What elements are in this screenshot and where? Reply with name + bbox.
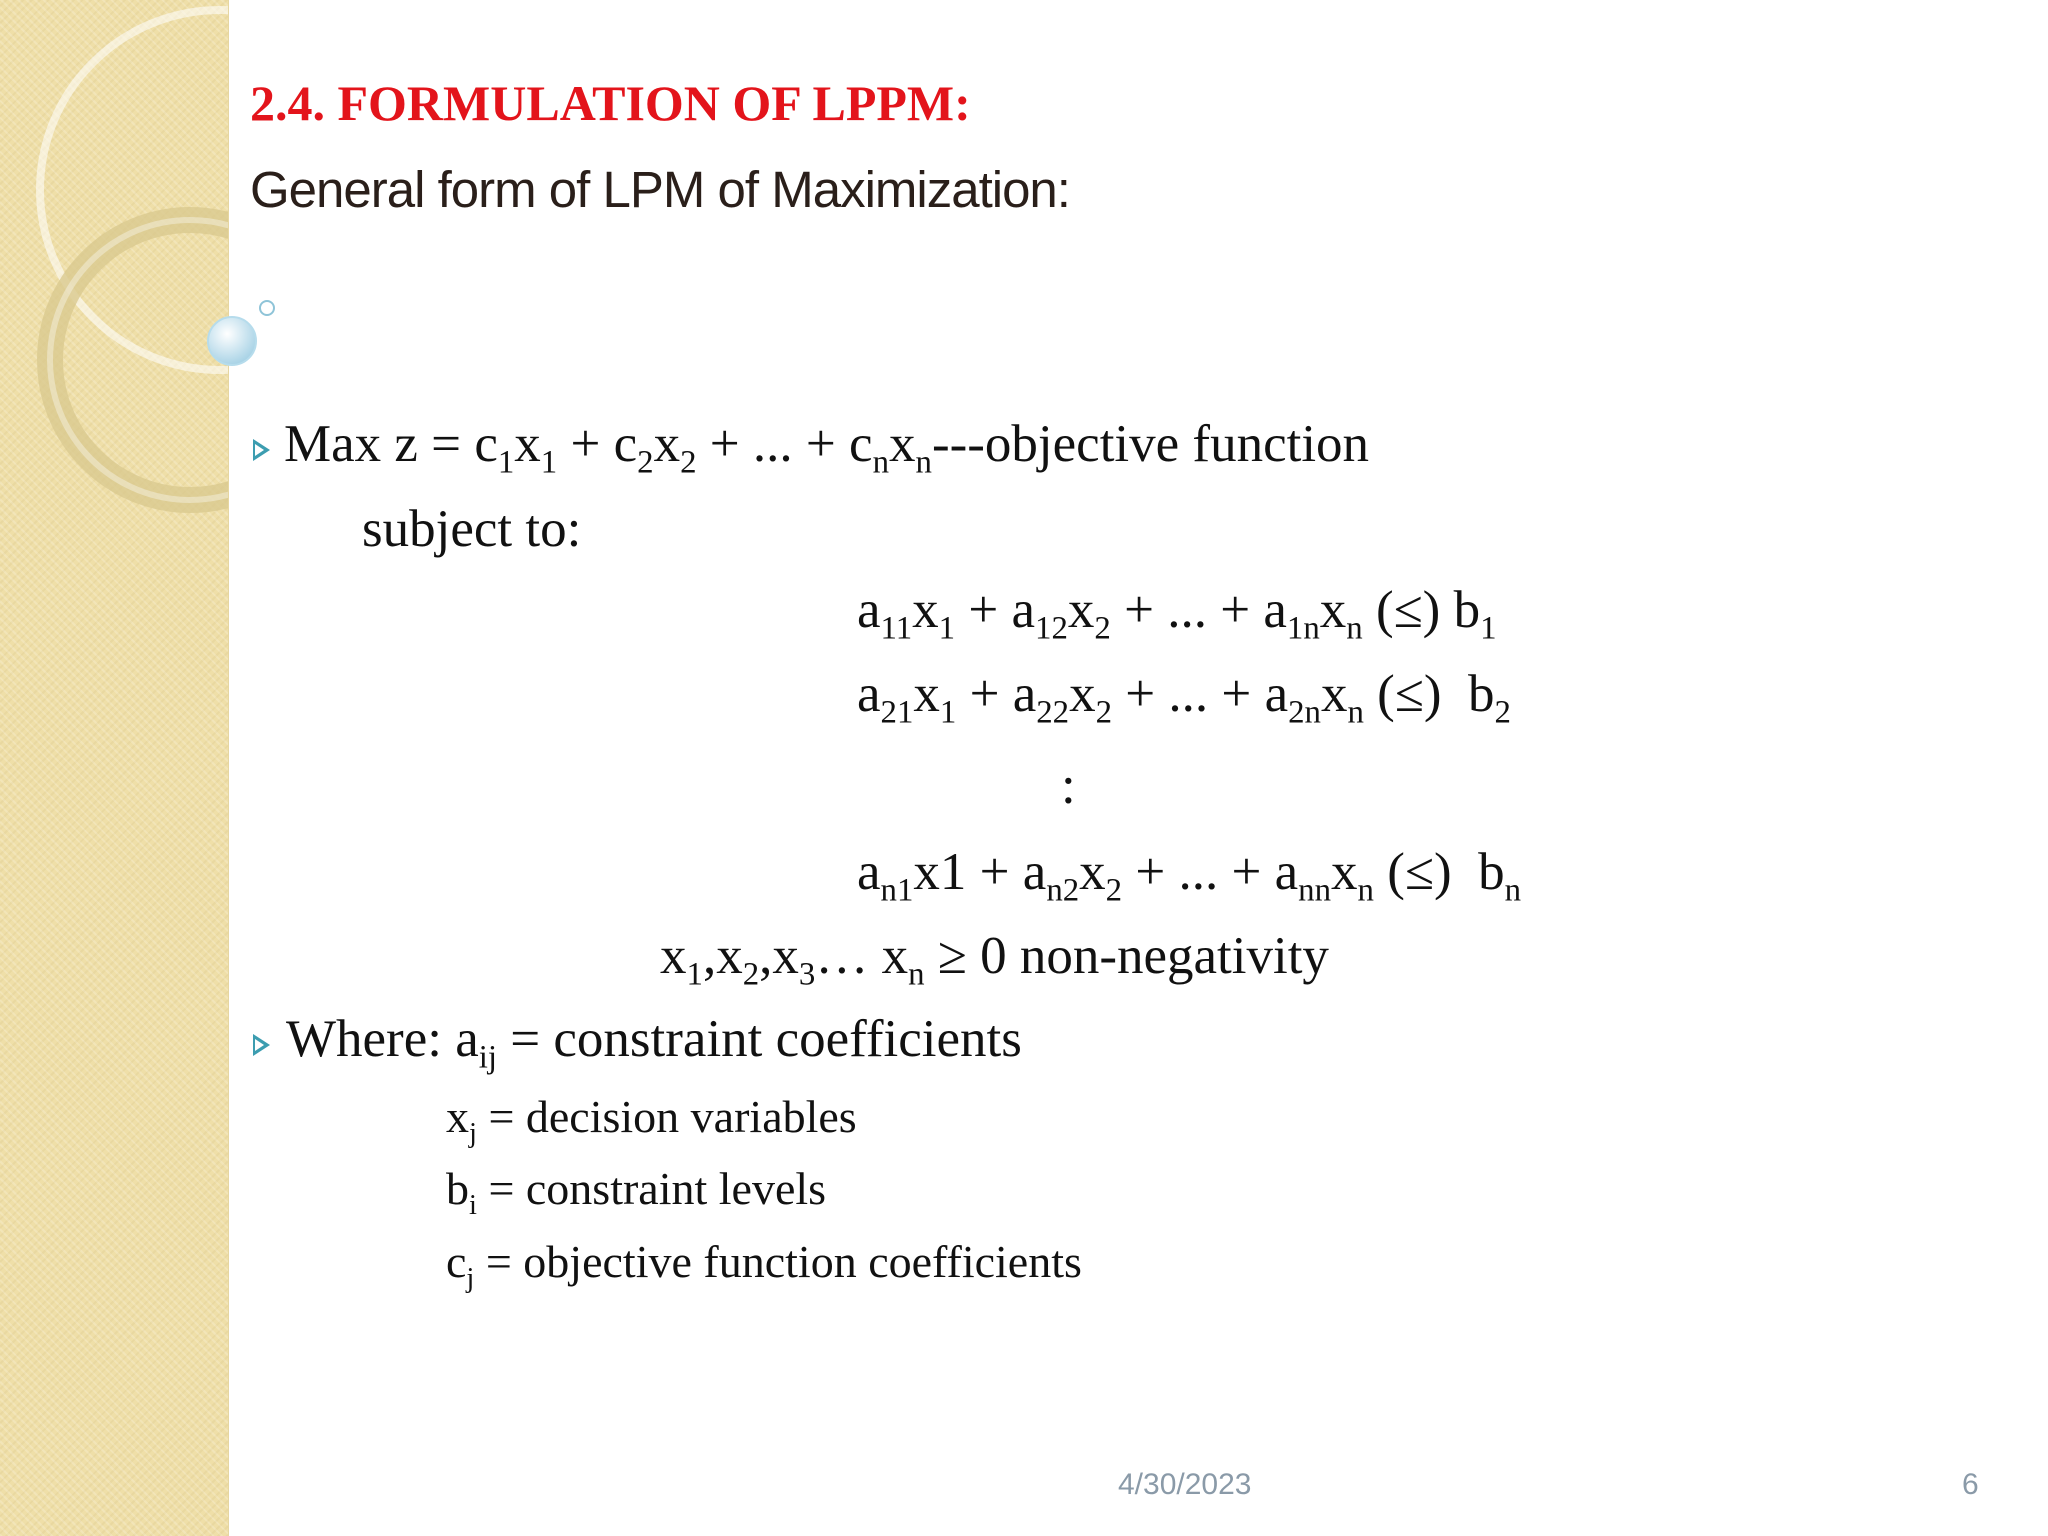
constraint-row-n: $a_{n1}x1 + a_{n2}x_2$ + ... + $a_{nn}x_n$ (≤) $b_n$ bbox=[857, 843, 1522, 909]
bi-definition: = constraint levels bbox=[488, 1163, 827, 1214]
non-negativity-label: ≥ 0 non-negativity bbox=[924, 927, 1329, 985]
slide-subtitle: General form of LPM of Maximization: bbox=[250, 161, 1070, 218]
objective-suffix: ---objective function bbox=[931, 415, 1370, 473]
non-negativity-line: $x_1,x_2,x_3\dots$ $x_n \ge 0$ non-negativity bbox=[660, 927, 1329, 993]
objective-prefix: Max z = bbox=[284, 415, 475, 473]
slide-date: 4/30/2023 bbox=[1118, 1468, 1252, 1501]
definition-bi: $b_i$ = constraint levels bbox=[446, 1163, 827, 1221]
bullet-arrow-icon bbox=[253, 439, 270, 461]
bullet-arrow-icon bbox=[253, 1034, 270, 1056]
definition-cj: $c_j$ = objective function coefficients bbox=[446, 1236, 1082, 1294]
vertical-ellipsis: : bbox=[1061, 757, 1076, 815]
slide-title: 2.4. FORMULATION OF LPPM: bbox=[250, 75, 971, 131]
cj-definition: = objective function coefficients bbox=[485, 1236, 1082, 1287]
xj-definition: = decision variables bbox=[488, 1091, 857, 1142]
where-label: Where: bbox=[286, 1010, 456, 1068]
slide-page-number: 6 bbox=[1962, 1468, 1979, 1501]
where-line: Where: $a_{ij}$ = constraint coefficients bbox=[286, 1010, 1022, 1076]
definition-xj: $x_j$ = decision variables bbox=[446, 1091, 857, 1149]
constraint-row-1: $a_{11}x_1 + a_{12}x_2$ + ... + $a_{1n}x_n$ (≤) $b_1$ bbox=[857, 581, 1497, 647]
aij-definition: = constraint coefficients bbox=[510, 1010, 1022, 1068]
objective-function-line: Max $z = c_1x_1 + c_2x_2$ + ... + $c_nx_n--$-objective function bbox=[284, 415, 1370, 481]
constraint-row-2: $a_{21}x_1 + a_{22}x_2$ + ... + $a_{2n}x_n$ (≤) $b_2$ bbox=[857, 665, 1511, 731]
subject-to-label: subject to: bbox=[362, 500, 582, 558]
